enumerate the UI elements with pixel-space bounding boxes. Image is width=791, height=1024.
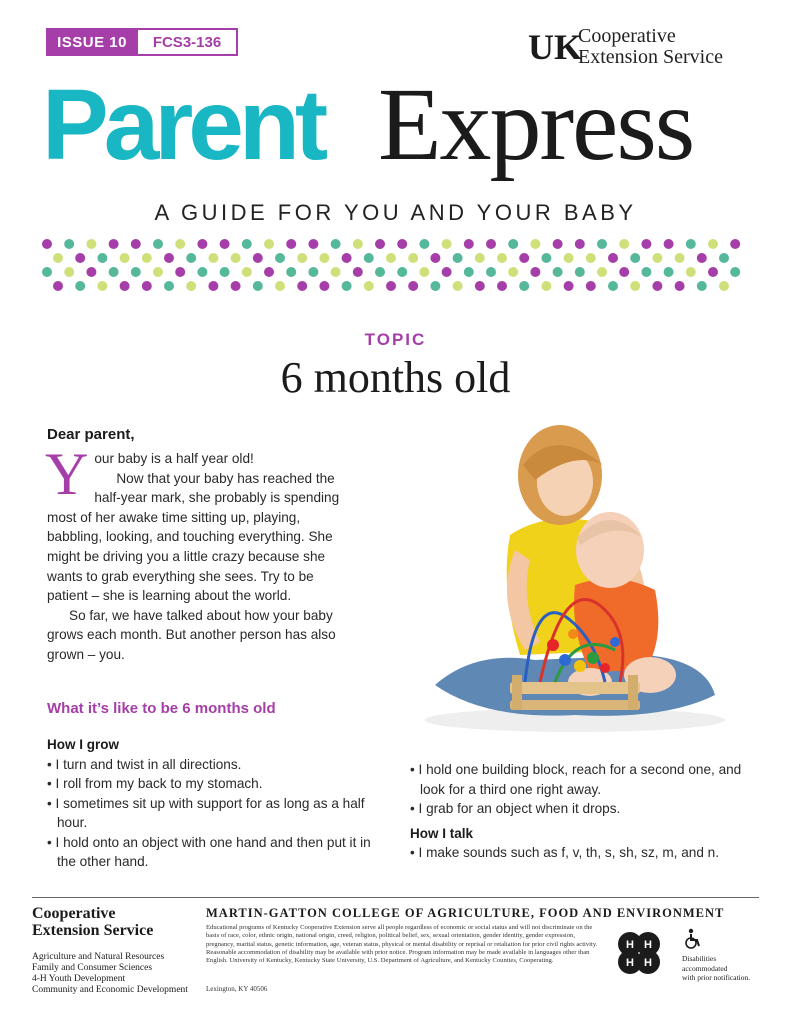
decorative-dot (109, 267, 119, 277)
decorative-dot (619, 267, 629, 277)
list-item: • I grab for an object when it drops. (410, 799, 750, 819)
decorative-dot (153, 267, 163, 277)
decorative-dot (730, 239, 740, 249)
decorative-dot (497, 253, 507, 263)
intro-line1: our baby is a half year old! (94, 451, 254, 466)
decorative-dot (164, 253, 174, 263)
4h-clover-icon (612, 926, 666, 980)
decorative-dot (641, 267, 651, 277)
decorative-dot (342, 281, 352, 291)
decorative-dot (664, 239, 674, 249)
decorative-dot (408, 253, 418, 263)
footer-unit: Agriculture and Natural Resources (32, 952, 165, 962)
footer-unit: Family and Consumer Sciences (32, 963, 153, 973)
decorative-dot (175, 239, 185, 249)
decorative-dot (42, 267, 52, 277)
decorative-dot (608, 281, 618, 291)
decorative-dot (131, 267, 141, 277)
footer-legal-text: Educational programs of Kentucky Cooperative Extension serve all people regardless of economic or social status and will not discriminate on the basis of race, color, ethnic origin, national origin, creed, religion, political belief, sex, sexual orientation, gender identity, gender expression, pregnancy, marital status, genetic information, age, veteran status, physical or mental disability or reprisal or retaliation for prior civil rights activity. Reasonable accommodation of disability may be available with prior notice. Program information may be made available in languages other than English. University of Kentucky, Kentucky State University, U.S. Department of Agriculture, and Kentucky Counties, Cooperating. (206, 924, 598, 965)
decorative-dot (319, 281, 329, 291)
decorative-dot (486, 267, 496, 277)
footer-brand-line2: Extension Service (32, 922, 154, 939)
decorative-dot (664, 267, 674, 277)
decorative-dot (208, 281, 218, 291)
svg-text:H: H (626, 939, 634, 951)
decorative-dot (641, 239, 651, 249)
decorative-dot (142, 253, 152, 263)
decorative-dot (575, 239, 585, 249)
decorative-dot (697, 281, 707, 291)
decorative-dot (397, 267, 407, 277)
footer-brand (32, 905, 153, 939)
decorative-dot (430, 281, 440, 291)
decorative-dot (541, 281, 551, 291)
decorative-dot (375, 239, 385, 249)
decorative-dot (675, 253, 685, 263)
decorative-dot (109, 239, 119, 249)
decorative-dot (708, 267, 718, 277)
decorative-dot (564, 281, 574, 291)
masthead-title-parent: Parent (42, 69, 324, 181)
decorative-dot (197, 239, 207, 249)
decorative-dot (153, 239, 163, 249)
decorative-dot (686, 267, 696, 277)
decorative-dot (508, 239, 518, 249)
decorative-dot (308, 267, 318, 277)
footer-unit: 4-H Youth Development (32, 974, 126, 984)
mother-and-baby-photo (415, 420, 735, 740)
decorative-dot (208, 253, 218, 263)
decorative-dot (242, 239, 252, 249)
decorative-dot (730, 267, 740, 277)
decorative-dot (586, 253, 596, 263)
decorative-dot (386, 253, 396, 263)
decorative-dot (275, 253, 285, 263)
decorative-dot (442, 239, 452, 249)
decorative-dot (308, 239, 318, 249)
footer-college-name: MARTIN-GATTON COLLEGE OF AGRICULTURE, FOOD AND ENVIRONMENT (206, 906, 725, 920)
decorative-dot (442, 267, 452, 277)
list-item: • I hold one building block, reach for a second one, and look for a third one right away. (410, 760, 750, 799)
decorative-dot (342, 253, 352, 263)
decorative-dot (131, 239, 141, 249)
intro-letter (45, 441, 357, 665)
decorative-dot (297, 281, 307, 291)
decorative-dot (97, 253, 107, 263)
accessibility-line3: with prior notification. (682, 973, 751, 982)
decorative-dot (75, 281, 85, 291)
decorative-dot (530, 267, 540, 277)
decorative-dot (86, 239, 96, 249)
uk-logo-text: UK (528, 27, 582, 67)
footer-divider (32, 897, 759, 898)
decorative-dot (264, 267, 274, 277)
decorative-dot-band (42, 238, 747, 294)
decorative-dot (397, 239, 407, 249)
decorative-dot (386, 281, 396, 291)
decorative-dot (220, 267, 230, 277)
org-name (578, 26, 723, 68)
list-item: • I make sounds such as f, v, th, s, sh, sz, m, and n. (410, 843, 750, 863)
decorative-dot (630, 253, 640, 263)
decorative-dot (475, 253, 485, 263)
decorative-dot (75, 253, 85, 263)
decorative-dot (675, 281, 685, 291)
decorative-dot (120, 281, 130, 291)
decorative-dot (231, 253, 241, 263)
decorative-dot (652, 253, 662, 263)
decorative-dot (652, 281, 662, 291)
accessibility-note (682, 954, 750, 983)
decorative-dot (597, 239, 607, 249)
decorative-dot (331, 239, 341, 249)
decorative-dot (586, 281, 596, 291)
decorative-dot (419, 267, 429, 277)
decorative-dot (475, 281, 485, 291)
decorative-dot (364, 253, 374, 263)
decorative-dot (364, 281, 374, 291)
decorative-dot (253, 253, 263, 263)
intro-paragraph-2: Now that your baby has reached the half-year mark, she probably is spending most of her awake time sitting up, playing, babbling, looking, and touching everything. She might be driving you a little crazy because she wants to grab everything she sees. Try to be patient – she is learning about the world. (47, 470, 340, 604)
decorative-dot (197, 267, 207, 277)
footer-unit: Community and Economic Development (32, 985, 188, 995)
list-item: • I sometimes sit up with support for as long as a half hour. (47, 794, 387, 833)
wheelchair-access-icon (682, 928, 704, 950)
decorative-dot (519, 281, 529, 291)
decorative-dot (619, 239, 629, 249)
how-i-talk-heading: How I talk (410, 825, 474, 841)
decorative-dot (697, 253, 707, 263)
decorative-dot (530, 239, 540, 249)
decorative-dot (142, 281, 152, 291)
decorative-dot (319, 253, 329, 263)
org-name-line2: Extension Service (578, 46, 723, 68)
decorative-dot (597, 267, 607, 277)
decorative-dot (286, 239, 296, 249)
decorative-dot (164, 281, 174, 291)
decorative-dot (553, 239, 563, 249)
decorative-dot (408, 281, 418, 291)
decorative-dot (297, 253, 307, 263)
decorative-dot (120, 253, 130, 263)
list-item: • I turn and twist in all directions. (47, 755, 387, 775)
list-item: • I hold onto an object with one hand and then put it in the other hand. (47, 833, 387, 872)
decorative-dot (275, 281, 285, 291)
greeting: Dear parent, (47, 426, 135, 443)
decorative-dot (719, 281, 729, 291)
decorative-dot (97, 281, 107, 291)
decorative-dot (608, 253, 618, 263)
accessibility-line2: accommodated (682, 963, 728, 973)
decorative-dot (686, 239, 696, 249)
decorative-dot (575, 267, 585, 277)
decorative-dot (708, 239, 718, 249)
decorative-dot (253, 281, 263, 291)
decorative-dot (453, 253, 463, 263)
decorative-dot (419, 239, 429, 249)
decorative-dot (86, 267, 96, 277)
decorative-dot (375, 267, 385, 277)
column-left (47, 735, 387, 872)
decorative-dot (53, 281, 63, 291)
svg-text:H: H (644, 939, 652, 951)
decorative-dot (231, 281, 241, 291)
decorative-dot (220, 239, 230, 249)
masthead-title-express: Express (378, 67, 694, 182)
svg-text:H: H (644, 957, 652, 969)
decorative-dot (64, 267, 74, 277)
masthead-tagline: A GUIDE FOR YOU AND YOUR BABY (154, 200, 637, 225)
footer-brand-line1: Cooperative (32, 905, 116, 922)
footer-address: Lexington, KY 40506 (206, 985, 268, 993)
decorative-dot (553, 267, 563, 277)
drop-cap: Y (45, 441, 89, 507)
decorative-dot (719, 253, 729, 263)
list-item: • I roll from my back to my stomach. (47, 774, 387, 794)
decorative-dot (453, 281, 463, 291)
decorative-dot (353, 239, 363, 249)
decorative-dot (286, 267, 296, 277)
decorative-dot (630, 281, 640, 291)
topic-title: 6 months old (280, 353, 511, 402)
decorative-dot (486, 239, 496, 249)
decorative-dot (175, 267, 185, 277)
decorative-dot (353, 267, 363, 277)
decorative-dot (464, 267, 474, 277)
decorative-dot (242, 267, 252, 277)
issue-badge: ISSUE 10 (46, 28, 138, 56)
section-heading: What it’s like to be 6 months old (47, 700, 276, 717)
topic-label: TOPIC (364, 330, 427, 349)
decorative-dot (186, 253, 196, 263)
decorative-dot (331, 267, 341, 277)
svg-text:H: H (626, 957, 634, 969)
decorative-dot (497, 281, 507, 291)
decorative-dot (541, 253, 551, 263)
accessibility-line1: Disabilities (682, 954, 717, 963)
footer-units (32, 952, 188, 996)
decorative-dot (42, 239, 52, 249)
decorative-dot (508, 267, 518, 277)
decorative-dot (464, 239, 474, 249)
decorative-dot (64, 239, 74, 249)
decorative-dot (430, 253, 440, 263)
decorative-dot (53, 253, 63, 263)
publication-code: FCS3-136 (138, 28, 238, 56)
intro-paragraph-3: So far, we have talked about how your baby grows each month. But another person has also grown – you. (47, 607, 336, 662)
decorative-dot (564, 253, 574, 263)
org-name-line1: Cooperative (578, 25, 676, 47)
decorative-dot (186, 281, 196, 291)
decorative-dot (519, 253, 529, 263)
column-right (410, 760, 750, 863)
how-i-grow-heading: How I grow (47, 737, 119, 752)
decorative-dot (264, 239, 274, 249)
uk-logo-icon (528, 27, 582, 67)
